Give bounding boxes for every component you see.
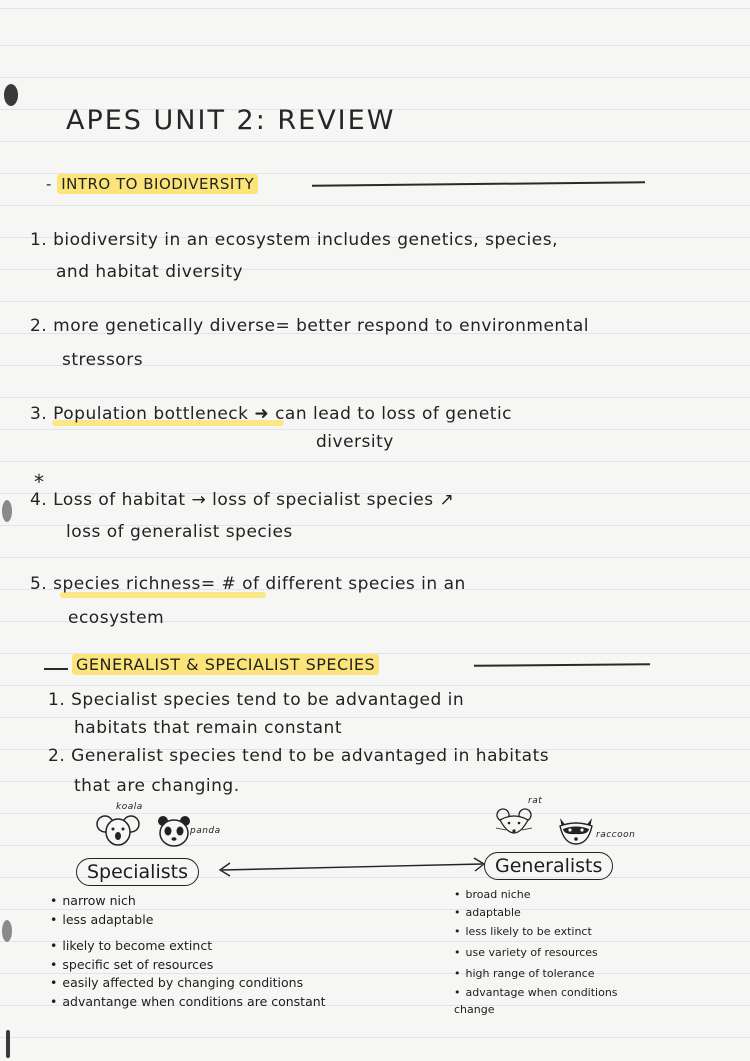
list-item: • broad niche [454, 884, 654, 905]
list-item [30, 230, 558, 250]
item-number: 2. [48, 746, 66, 766]
panda-label: panda [190, 826, 221, 836]
raccoon-icon [556, 814, 596, 846]
generalist-traits-list [454, 884, 654, 1018]
list-item: • easily affected by changing conditions [50, 974, 326, 993]
koala-icon [96, 812, 140, 848]
list-item: • likely to become extinct [50, 937, 326, 956]
section-heading-species [72, 655, 379, 674]
item-number: 3. [30, 404, 48, 424]
star-icon: * [34, 470, 45, 494]
list-item [30, 574, 466, 594]
binder-hole-top [4, 84, 18, 106]
list-item-continued: that are changing. [74, 776, 240, 796]
list-item-continued: and habitat diversity [56, 262, 244, 282]
section-heading-species-text: GENERALIST & SPECIALIST SPECIES [72, 654, 379, 675]
list-item-continued: loss of generalist species [66, 522, 293, 542]
list-item [48, 690, 464, 710]
arrow-icon: ➜ [254, 404, 270, 424]
double-arrow-icon [214, 856, 490, 878]
list-item: • narrow nich [50, 892, 326, 911]
panda-icon [156, 814, 192, 848]
list-item-continued: stressors [62, 350, 144, 370]
section-heading-intro: - INTRO TO BIODIVERSITY [46, 175, 258, 193]
list-item: • high range of tolerance [454, 963, 654, 984]
binder-hole-lower [2, 920, 12, 942]
list-item: • advantange when conditions are constant [50, 993, 326, 1012]
item-number: 1. [48, 690, 66, 710]
list-item: • less likely to be extinct [454, 921, 654, 942]
specialist-traits-list [50, 892, 326, 1011]
item-text: Population bottleneck [53, 404, 249, 424]
item-text: Specialist species tend to be advantaged in [71, 690, 465, 710]
item-number: 2. [30, 316, 48, 336]
item-text: biodiversity in an ecosystem includes genetics, species, [53, 230, 558, 250]
section-divider-2-left [44, 668, 68, 670]
list-item [30, 404, 512, 424]
binder-hole-middle [2, 500, 12, 522]
binder-hole-bottom [6, 1030, 10, 1058]
item-text: Loss of habitat → loss of specialist species ↗ [53, 490, 455, 510]
page-title: APES UNIT 2: REVIEW [66, 105, 396, 136]
item-text: species richness= # of different species in an [53, 574, 466, 594]
rat-label: rat [528, 796, 543, 806]
item-text: more genetically diverse= better respond to environmental [53, 316, 590, 336]
raccoon-label: raccoon [596, 830, 636, 840]
list-item-continued: diversity [316, 432, 394, 452]
item-text: can lead to loss of genetic [275, 404, 513, 424]
list-item: • specific set of resources [50, 956, 326, 975]
list-item-continued: habitats that remain constant [74, 718, 342, 738]
list-item: • adaptable [454, 905, 654, 921]
list-item: • less adaptable [50, 911, 326, 930]
list-item [48, 746, 549, 766]
list-item: • advantage when conditions change [454, 984, 624, 1018]
item-number: 4. [30, 490, 48, 510]
item-number: 1. [30, 230, 48, 250]
generalist-bubble: Generalists [484, 852, 613, 880]
specialist-bubble: Specialists [76, 858, 199, 886]
list-item: • use variety of resources [454, 942, 654, 963]
list-item-continued: ecosystem [68, 608, 165, 628]
rat-icon [494, 806, 534, 840]
koala-label: koala [116, 802, 143, 812]
item-text: Generalist species tend to be advantaged in habitats [71, 746, 550, 766]
list-item [30, 490, 454, 510]
list-item [30, 316, 589, 336]
item-number: 5. [30, 574, 48, 594]
section-heading-intro-text: INTRO TO BIODIVERSITY [57, 174, 258, 194]
